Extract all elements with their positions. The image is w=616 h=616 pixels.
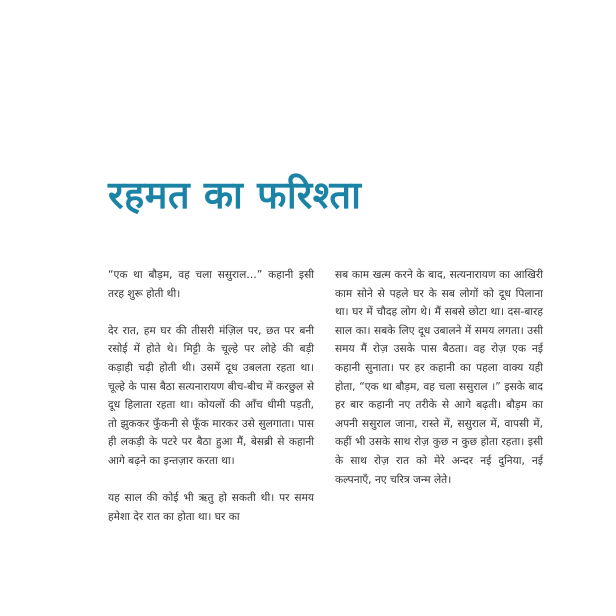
paragraph: सब काम खत्म करने के बाद, सत्यनारायण का आखिरी काम सोने से पहले घर के सब लोगों को दूध पिलाना था। घर में चौदह लोग थे। मैं सबसे छोटा था। दस-बारह साल का। सबके लिए दूध उबालने में समय लगता। उसी समय मैं रोज़ उसके पास बैठता। वह रोज़ एक नई कहानी सुनाता। पर हर कहानी का पहला वाक्य यही होता, “एक था बौड़म, वह चला ससुराल ।” इसके बाद हर बार कहानी नए तरीके से आगे बढ़ती। बौड़म का अपनी ससुराल जाना, रास्ते में, ससुराल में, वापसी में, कहीं भी उसके साथ रोज़ कुछ न कुछ होता रहता। इसी के साथ रोज़ रात को मेरे अन्दर नई दुनिया, नई कल्पनाएँ, नए चरित्र जन्म लेते। bbox=[335, 269, 543, 486]
paragraph: देर रात, हम घर की तीसरी मंज़िल पर, छत पर बनी रसोई में होते थे। मिट्टी के चूल्हे पर लोहे की बड़ी कड़ाही चढ़ी होती थी। उसमें दूध उबलता रहता था। चूल्हे के पास बैठा सत्यनारायण बीच-बीच में करछुल से दूध हिलाता रहता था। कोयलों की आँच धीमी पड़ती, तो झुककर फुँकनी से फूँक मारकर उसे सुलगाता। पास ही लकड़ी के पटरे पर बैठा हुआ मैं, बेसब्री से कहानी आगे बढ़ने का इन्तज़ार करता था। bbox=[108, 324, 314, 467]
right-text-column bbox=[335, 266, 543, 489]
left-text-column bbox=[108, 266, 314, 526]
chapter-title: रहमत का फरिश्ता bbox=[108, 173, 362, 217]
paragraph: यह साल की कोई भी ऋतु हो सकती थी। पर समय हमेशा देर रात का होता था। घर का bbox=[108, 492, 314, 523]
paragraph: “एक था बौड़म, वह चला ससुराल…” कहानी इसी तरह शुरू होती थी। bbox=[108, 269, 314, 300]
